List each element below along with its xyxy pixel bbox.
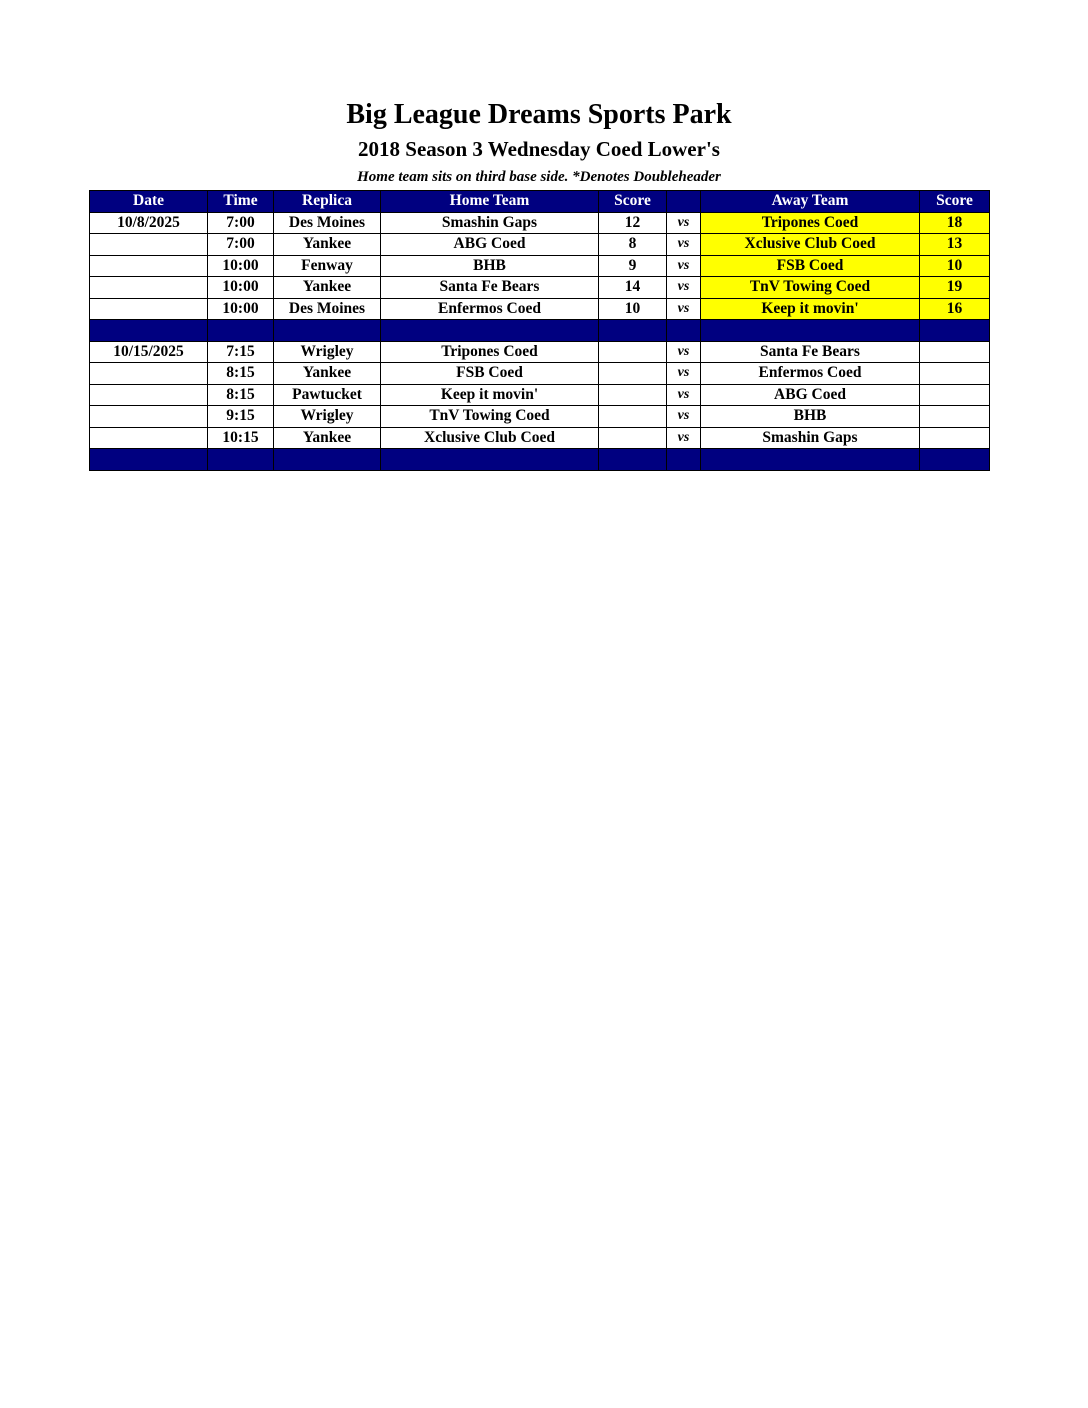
away-team-cell: Tripones Coed xyxy=(701,212,920,234)
time-cell: 10:00 xyxy=(208,298,274,320)
home-score-cell: 14 xyxy=(599,277,667,299)
home-score-cell xyxy=(599,406,667,428)
header-row xyxy=(90,191,990,213)
replica-cell: Yankee xyxy=(274,234,381,256)
home-team-cell: FSB Coed xyxy=(381,363,599,385)
time-cell: 7:15 xyxy=(208,341,274,363)
away-score-cell xyxy=(920,427,990,449)
away-team-cell: Santa Fe Bears xyxy=(701,341,920,363)
table-row xyxy=(90,298,990,320)
table-row xyxy=(90,363,990,385)
away-team-cell: TnV Towing Coed xyxy=(701,277,920,299)
home-score-cell: 8 xyxy=(599,234,667,256)
table-row xyxy=(90,384,990,406)
away-score-cell xyxy=(920,406,990,428)
home-score-cell xyxy=(599,427,667,449)
date-cell xyxy=(90,277,208,299)
time-cell: 9:15 xyxy=(208,406,274,428)
away-team-cell: Smashin Gaps xyxy=(701,427,920,449)
replica-cell: Wrigley xyxy=(274,341,381,363)
home-team-cell: Tripones Coed xyxy=(381,341,599,363)
home-team-cell: Santa Fe Bears xyxy=(381,277,599,299)
vs-cell: vs xyxy=(667,427,701,449)
replica-cell: Yankee xyxy=(274,427,381,449)
vs-cell: vs xyxy=(667,406,701,428)
replica-cell: Yankee xyxy=(274,277,381,299)
vs-cell: vs xyxy=(667,277,701,299)
vs-cell: vs xyxy=(667,212,701,234)
away-score-cell xyxy=(920,384,990,406)
time-cell: 7:00 xyxy=(208,234,274,256)
column-header-home-score: Score xyxy=(599,191,667,213)
home-team-cell: BHB xyxy=(381,255,599,277)
home-team-cell: ABG Coed xyxy=(381,234,599,256)
replica-cell: Fenway xyxy=(274,255,381,277)
table-row xyxy=(90,234,990,256)
away-team-cell: FSB Coed xyxy=(701,255,920,277)
home-team-cell: Xclusive Club Coed xyxy=(381,427,599,449)
column-header-date: Date xyxy=(90,191,208,213)
away-score-cell: 16 xyxy=(920,298,990,320)
vs-cell: vs xyxy=(667,363,701,385)
column-header-replica: Replica xyxy=(274,191,381,213)
vs-cell: vs xyxy=(667,234,701,256)
away-team-cell: Enfermos Coed xyxy=(701,363,920,385)
time-cell: 10:00 xyxy=(208,277,274,299)
date-cell: 10/15/2025 xyxy=(90,341,208,363)
schedule-table xyxy=(89,190,990,471)
away-score-cell: 18 xyxy=(920,212,990,234)
table-row xyxy=(90,406,990,428)
table-row xyxy=(90,427,990,449)
home-team-cell: Smashin Gaps xyxy=(381,212,599,234)
home-score-cell: 9 xyxy=(599,255,667,277)
date-cell xyxy=(90,406,208,428)
vs-cell: vs xyxy=(667,255,701,277)
home-score-cell xyxy=(599,363,667,385)
away-score-cell: 19 xyxy=(920,277,990,299)
table-row xyxy=(90,255,990,277)
vs-cell: vs xyxy=(667,341,701,363)
replica-cell: Yankee xyxy=(274,363,381,385)
column-header-time: Time xyxy=(208,191,274,213)
replica-cell: Des Moines xyxy=(274,212,381,234)
away-team-cell: Xclusive Club Coed xyxy=(701,234,920,256)
home-team-cell: TnV Towing Coed xyxy=(381,406,599,428)
page-subtitle: 2018 Season 3 Wednesday Coed Lower's xyxy=(358,137,720,161)
time-cell: 10:00 xyxy=(208,255,274,277)
date-cell xyxy=(90,363,208,385)
date-cell: 10/8/2025 xyxy=(90,212,208,234)
date-cell xyxy=(90,298,208,320)
away-team-cell: Keep it movin' xyxy=(701,298,920,320)
away-team-cell: ABG Coed xyxy=(701,384,920,406)
replica-cell: Pawtucket xyxy=(274,384,381,406)
table-row xyxy=(90,341,990,363)
away-score-cell: 10 xyxy=(920,255,990,277)
home-score-cell xyxy=(599,341,667,363)
home-score-cell: 12 xyxy=(599,212,667,234)
away-score-cell: 13 xyxy=(920,234,990,256)
week-separator-row xyxy=(90,449,990,471)
vs-cell: vs xyxy=(667,298,701,320)
date-cell xyxy=(90,255,208,277)
week-separator-row xyxy=(90,320,990,342)
page-title: Big League Dreams Sports Park xyxy=(346,99,732,130)
column-header-away-team: Away Team xyxy=(701,191,920,213)
column-header-vs xyxy=(667,191,701,213)
date-cell xyxy=(90,427,208,449)
time-cell: 8:15 xyxy=(208,363,274,385)
column-header-home-team: Home Team xyxy=(381,191,599,213)
replica-cell: Des Moines xyxy=(274,298,381,320)
time-cell: 8:15 xyxy=(208,384,274,406)
home-team-cell: Enfermos Coed xyxy=(381,298,599,320)
away-team-cell: BHB xyxy=(701,406,920,428)
time-cell: 10:15 xyxy=(208,427,274,449)
home-score-cell xyxy=(599,384,667,406)
vs-cell: vs xyxy=(667,384,701,406)
date-cell xyxy=(90,384,208,406)
away-score-cell xyxy=(920,363,990,385)
away-score-cell xyxy=(920,341,990,363)
home-score-cell: 10 xyxy=(599,298,667,320)
table-row xyxy=(90,212,990,234)
date-cell xyxy=(90,234,208,256)
column-header-away-score: Score xyxy=(920,191,990,213)
table-row xyxy=(90,277,990,299)
time-cell: 7:00 xyxy=(208,212,274,234)
home-team-cell: Keep it movin' xyxy=(381,384,599,406)
replica-cell: Wrigley xyxy=(274,406,381,428)
schedule-note: Home team sits on third base side. *Denotes Doubleheader xyxy=(357,169,721,185)
